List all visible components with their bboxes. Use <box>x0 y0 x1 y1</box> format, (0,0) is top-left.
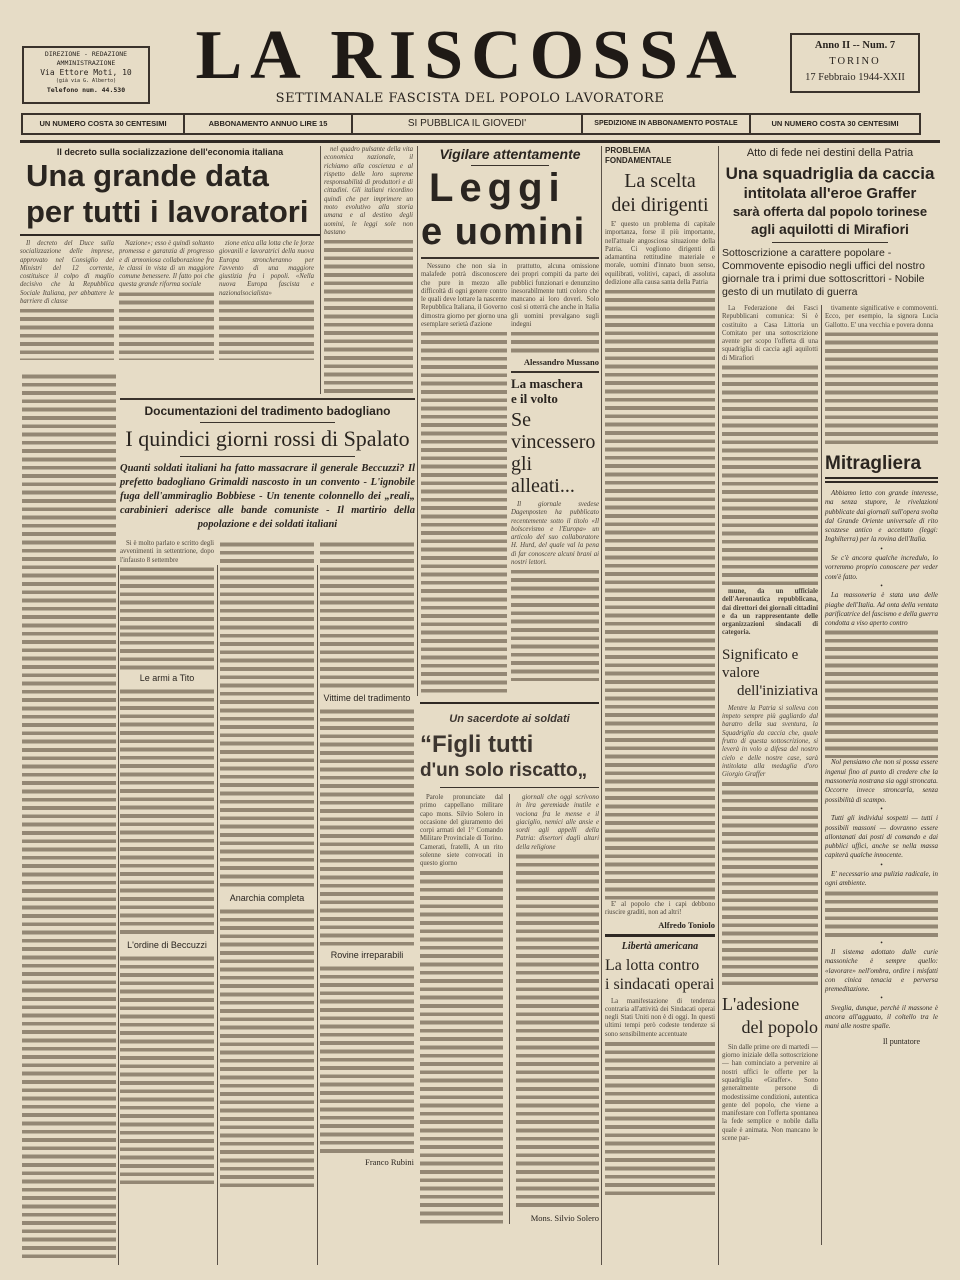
article-headline: e uomini <box>421 211 586 253</box>
column-divider <box>118 565 119 1265</box>
column-divider <box>509 794 510 1224</box>
article-body <box>605 221 715 901</box>
byline: Mons. Silvio Solero <box>530 1213 599 1223</box>
headline-line: Significato e valore <box>722 646 799 681</box>
paragraph: E' questo un problema di capitale importanza, forse il più importante, nell'attuale angosciosa situazione della Patria. Ci vogliono dirigenti di adamantina rettitudine materiale e morale, uomini d'innato buon senso, equilibrati, volitivi, capaci, di assoluta dedizione alla causa santa della Patria <box>605 221 715 287</box>
section-subhead: L'ordine di Beccuzzi <box>127 940 207 950</box>
separator-dot: • <box>880 938 883 947</box>
article-body <box>120 540 214 630</box>
article-headline-group <box>722 163 938 238</box>
ribbon-postal: SPEDIZIONE IN ABBONAMENTO POSTALE <box>581 113 751 135</box>
headline-line: dell'iniziativa <box>736 682 818 699</box>
paragraph: zione etica alla lotta che le forze giovanili e lavoratrici della nuova Europa stroncheranno per l'avvento di una maggiore giustizia fra i popoli. «Nella nuova Europa fascista e nazionalsocialista» <box>219 240 314 297</box>
paragraph: Se c'è ancora qualche incredulo, lo vorremmo proprio conoscere per veder com'è fatto. <box>825 554 938 581</box>
kicker-line: e il volto <box>511 391 558 406</box>
separator-dot: • <box>880 581 883 590</box>
paragraph: Il giornale svedese Dagenposten ha pubblicato recentemente sotto il titolo «Il bolscevismo e l'Europa» un articolo del suo collaboratore H. Hurd, del quale val la pena di far conoscere alcuni brani ai nostri lettori. <box>511 501 599 567</box>
article-body <box>119 240 214 360</box>
text-lines <box>825 628 938 758</box>
article-kicker: Il decreto sulla socializzazione dell'economia italiana <box>56 147 284 157</box>
paragraph: tivamente significative e commoventi. Ecco, per esempio, la signora Lucia Gallotto. E' una vecchia e povera donna <box>825 305 938 329</box>
article-body <box>219 240 314 360</box>
socializzazione-article <box>20 146 320 360</box>
article-kicker: Vigilare attentamente <box>439 146 581 162</box>
ribbon-publication-day: SI PUBBLICA IL GIOVEDI' <box>351 113 583 135</box>
address-line: AMMINISTRAZIONE <box>56 59 116 67</box>
article-body <box>324 146 413 394</box>
paragraph: E' al popolo che i capi debbono riuscire graditi, non ad altri! <box>605 901 715 917</box>
right-column <box>821 305 938 1245</box>
column-divider <box>601 146 602 1265</box>
section-subhead: Le armi a Tito <box>139 673 195 683</box>
masthead-rule <box>20 140 940 143</box>
text-lines <box>120 630 214 670</box>
article-headline <box>722 646 818 700</box>
article-headline <box>605 956 715 994</box>
ribbon-price: UN NUMERO COSTA 30 CENTESIMI <box>21 113 185 135</box>
article-kicker: Atto di fede nei destini della Patria <box>746 147 914 159</box>
divider <box>120 398 415 400</box>
paragraph: La massoneria è stata una delle piaghe dell'Italia. Ad onta della ventata parificatrice del fascismo e della guerra condotta a viso aperto contro <box>825 591 938 628</box>
paragraph: giornali che oggi scrivono in lira geremiade inutile e vociona fra le mense e il giaciglio, nemici alle ansie e sordi agli appelli della Patria: disertori dagli altari della religione <box>516 794 599 851</box>
section-subhead: Anarchia completa <box>229 893 305 903</box>
paragraph: E' necessario una pulizia radicale, in ogni ambiente. <box>825 870 938 888</box>
paragraph: Nazione»; esso è quindi soltanto promessa e garanzia di progresso e di armoniosa collaborazione fra le classi in vista di un maggiore comune benessere. Il fatto poi che questa grande riforma sociale <box>119 240 214 289</box>
paragraph: Parole pronunciate dal primo cappellano militare capo mons. Silvio Solero in occasione del giuramento dei corpi armati del 1° Comando Militare Provinciale di Torino. Camerati, fratelli, A un rito solenne siete convocati in questo giorno <box>420 794 503 868</box>
article-headline: I quindici giorni rossi di Spalato <box>125 426 410 451</box>
right-column <box>511 263 599 681</box>
column <box>320 540 414 1168</box>
article-headline: Una grande data <box>26 158 269 193</box>
article-body <box>722 1044 818 1144</box>
sacerdote-article <box>420 702 599 1224</box>
kicker-line: La maschera <box>511 376 583 391</box>
paragraph: Tutti gli individui sospetti — tutti i possibili massoni — dovranno essere allontanati dai posti di comando e dai pubblici uffici, anche se nella massa capiterà qualche innocente. <box>825 814 938 860</box>
address-box <box>22 46 150 104</box>
section-subhead: Vittime del tradimento <box>323 693 411 703</box>
article-body <box>825 305 938 445</box>
paragraph: La manifestazione di tendenza contraria all'attività dei Sindacati operai negli Stati Uniti non è di oggi. In questi ultimi tempi però codeste tendenze si sono sensibilmente accentuate <box>605 997 715 1038</box>
divider <box>420 702 599 704</box>
issue-number: Anno II -- Num. 7 <box>814 40 896 51</box>
divider <box>200 422 335 423</box>
article-kicker: Documentazioni del tradimento badogliano <box>144 404 391 418</box>
issue-city: TORINO <box>829 56 881 67</box>
text-lines <box>320 707 414 947</box>
separator-dot: • <box>880 544 883 553</box>
paragraph: Mentre la Patria si solleva con impeto sempre più gagliardo dal baratro della sua sventura, la Squadriglia da caccia che, quale frutto di questa sottoscrizione, si leverà in volo a difesa del nostro cielo e delle nostre case, sarà intitolata alla medaglia d'oro Giorgio Graffer <box>722 704 818 779</box>
article-headline: Una squadriglia da caccia <box>725 164 935 183</box>
article-body <box>516 794 599 1210</box>
article-columns <box>120 540 415 1187</box>
left-column <box>722 305 818 1143</box>
address-line: (già via G. Alberto) <box>55 78 117 84</box>
article-body <box>20 240 114 360</box>
article-kicker: PROBLEMA FONDAMENTALE <box>605 146 672 165</box>
column-title: Mitragliera <box>825 453 922 474</box>
article-columns <box>722 305 938 1245</box>
leggi-article <box>421 146 599 693</box>
article-body <box>421 263 507 693</box>
column <box>220 540 314 1187</box>
byline: Franco Rubini <box>365 1157 414 1167</box>
text-lines <box>120 687 214 937</box>
paragraph: mune, da un ufficiale dell'Aeronautica repubblicana, dai direttori dei giornali cittadini e da un rappresentante delle organizzazioni sindacali di categoria. <box>722 588 818 637</box>
newspaper-title: LA RISCOSSA <box>195 17 745 94</box>
headline-line: “Figli tutti <box>420 731 534 758</box>
newspaper-subtitle: SETTIMANALE FASCISTA DEL POPOLO LAVORATORE <box>275 91 665 106</box>
article-body <box>722 305 818 585</box>
headline-line: L'adesione <box>722 993 800 1014</box>
article-headline: sarà offerta dal popolo torinese <box>732 204 928 219</box>
headline-line: d'un solo riscatto„ <box>420 760 588 781</box>
column-divider <box>320 146 321 394</box>
article-body <box>511 501 599 681</box>
text-lines <box>120 954 214 1184</box>
paragraph: Sveglia, dunque, perchè il massone è ancora all'agguato, il coltello tra le mani alle nostre spalle. <box>825 1003 938 1031</box>
address-line: Telefono num. 44.530 <box>46 86 126 94</box>
squadriglia-article <box>722 146 938 1245</box>
article-body <box>605 901 715 918</box>
article-headline: Leggi <box>429 166 566 210</box>
divider <box>440 787 599 788</box>
article-body <box>722 705 818 985</box>
headline-line: La lotta contro <box>605 956 700 974</box>
headline-line: del popolo <box>741 1016 818 1037</box>
paragraph: Sin dalle prime ore di martedì — giorno iniziale della sottoscrizione — han cominciato a pervenire ai nostri uffici le offerte per la squadriglia «Graffer». Sono generalmente persone di modestissime condizioni, autentica gente del popolo, che viene a manifestare con l'offerta spontanea la fede semplice e nobile dalla quale è animata. Non mancano le scene par- <box>722 1043 818 1143</box>
ribbon-subscription: ABBONAMENTO ANNUO LIRE 15 <box>183 113 353 135</box>
paragraph: prattutto, alcuna omissione dei propri compiti da parte dei pubblici funzionari e denunzino inesorabilmente tutti coloro che mancano ai loro doveri. Solo così si otterrà che anche in Italia gli uomini prevalgano sugli indegni <box>511 263 599 329</box>
text-lines <box>320 540 414 690</box>
article-kicker: Libertà americana <box>621 940 699 952</box>
issue-box <box>790 33 920 93</box>
article-headline <box>420 730 599 783</box>
column-divider <box>417 146 418 696</box>
paragraph: Nessuno che non sia in malafede potrà disconoscere che pure in mezzo alle difficoltà di ogni genere contro le quali deve lottare la nascente Repubblica Italiana, il Governo dimostra giorno per giorno una esemplare serietà d'azione <box>421 263 507 329</box>
separator-dot: • <box>880 804 883 813</box>
mitragliera-column <box>825 453 938 1047</box>
ribbon-price-right: UN NUMERO COSTA 30 CENTESIMI <box>749 113 921 135</box>
article-headline: agli aquilotti di Mirafiori <box>751 221 909 237</box>
article-body <box>605 998 715 1198</box>
article-kicker: Un sacerdote ai soldati <box>449 713 570 725</box>
headline-line: dei dirigenti <box>611 194 709 216</box>
separator-dot: • <box>880 994 883 1003</box>
title-rule <box>825 477 938 483</box>
byline: Alfredo Toniolo <box>658 919 715 930</box>
paragraph: Si è molto parlato e scritto degli avvenimenti in settentrione, dopo l'infausto 8 settembre <box>120 540 214 564</box>
column <box>120 540 214 1184</box>
divider <box>421 257 599 259</box>
text-lines <box>220 907 314 1187</box>
article-body <box>511 263 599 355</box>
article-headline <box>605 169 715 217</box>
article-kicker <box>511 376 599 406</box>
headline-line: La scelta <box>624 170 696 192</box>
article-body <box>722 588 818 638</box>
divider <box>772 242 888 243</box>
text-lines <box>320 964 414 1154</box>
article-headline <box>722 993 818 1039</box>
paragraph: La Federazione dei Fasci Repubblicani comunica: Si è costituito a Casa Littoria un Comitato per una sottoscrizione avente per scopo l'offerta di una squadriglia di caccia agli aquilotti di Mirafiori <box>722 305 818 362</box>
article-headline: intitolata all'eroe Graffer <box>743 185 917 202</box>
paragraph: Il sistema adottato dalle curie massoniche è sempre quello: «lavorare» nell'ombra, ordire i misfatti con cinica tenacia e perversa premeditazione. <box>825 947 938 994</box>
text-lines <box>220 540 314 890</box>
article-columns <box>420 794 599 1224</box>
separator-dot: • <box>880 860 883 869</box>
article-headline <box>511 409 599 497</box>
byline: Alessandro Mussano <box>523 357 599 367</box>
paragraph: Il decreto del Duce sulla socializzazione delle imprese, approvato nel Consiglio dei Ministri del 12 corrente, costituisce il colpo di maglio decisivo che la Repubblica Sociale Italiana, per abbattere le barriere di classe <box>20 240 114 306</box>
article-columns <box>421 263 599 693</box>
byline: Il puntatore <box>882 1036 920 1046</box>
divider <box>20 234 320 236</box>
headline-line: Se vincessero <box>511 409 596 453</box>
headline-line: gli alleati... <box>511 453 575 497</box>
article-columns <box>20 240 320 360</box>
section-subhead: Rovine irreparabili <box>330 950 404 960</box>
paragraph: Abbiamo letto con grande interesse, ma senza stupore, le rivelazioni pubblicate dai giornali sull'opera svolta dal Grande Oriente universale di rito scozzese antico e accettato (leggi: Inghilterra) per la rovina dell'Italia. <box>825 489 938 544</box>
text-lines <box>825 889 938 939</box>
article-body <box>420 794 503 1224</box>
column-divider <box>718 146 719 1265</box>
divider <box>511 371 599 373</box>
article-deck: Quanti soldati italiani ha fatto massacrare il generale Beccuzzi? Il prefetto badogliano Grimaldi nascosto in un convento - L'ignobile fuga dell'ammiraglio Bobbiese - Un tenente colonnello dei „reali„ carabinieri aderisce alle bande comuniste - Il martirio della popolazione e dei soldati italiani <box>120 463 415 530</box>
divider <box>180 456 355 457</box>
address-line: Via Ettore Moti, 10 <box>40 68 132 77</box>
article-deck: Sottoscrizione a carattere popolare - Commovente episodio negli uffici del nostro giornale tra i primi due sottoscrittori - Nobile gesto di un mutilato di guerra <box>722 247 925 298</box>
issue-date: 17 Febbraio 1944-XXII <box>805 72 905 83</box>
spalato-article <box>120 398 415 1187</box>
article-body-continuation <box>22 372 116 1262</box>
column-body <box>825 489 938 1032</box>
dirigenti-article <box>605 146 715 1198</box>
address-line: DIREZIONE - REDAZIONE <box>44 50 128 58</box>
divider <box>605 934 715 937</box>
article-headline: per tutti i lavoratori <box>26 194 309 229</box>
paragraph: Nol pensiamo che non si possa essere ingenui fino al punto di credere che la massoneria nostrana sia oggi stroncata. Occorre invece stroncarla, senza possibilità di scampo. <box>825 758 938 804</box>
paragraph: nel quadro pulsante della vita economica nazionale, il richiamo alla coscienza e al rispetto delle loro supreme responsabilità di produttori e di cittadini. Gli italiani ricordino quindi che per imprimere un moto evolutivo alla storia umana e al destino degli uomini, le leggi sole non bastano <box>324 146 413 236</box>
right-column <box>516 794 599 1224</box>
headline-line: i sindacati operai <box>605 975 715 993</box>
